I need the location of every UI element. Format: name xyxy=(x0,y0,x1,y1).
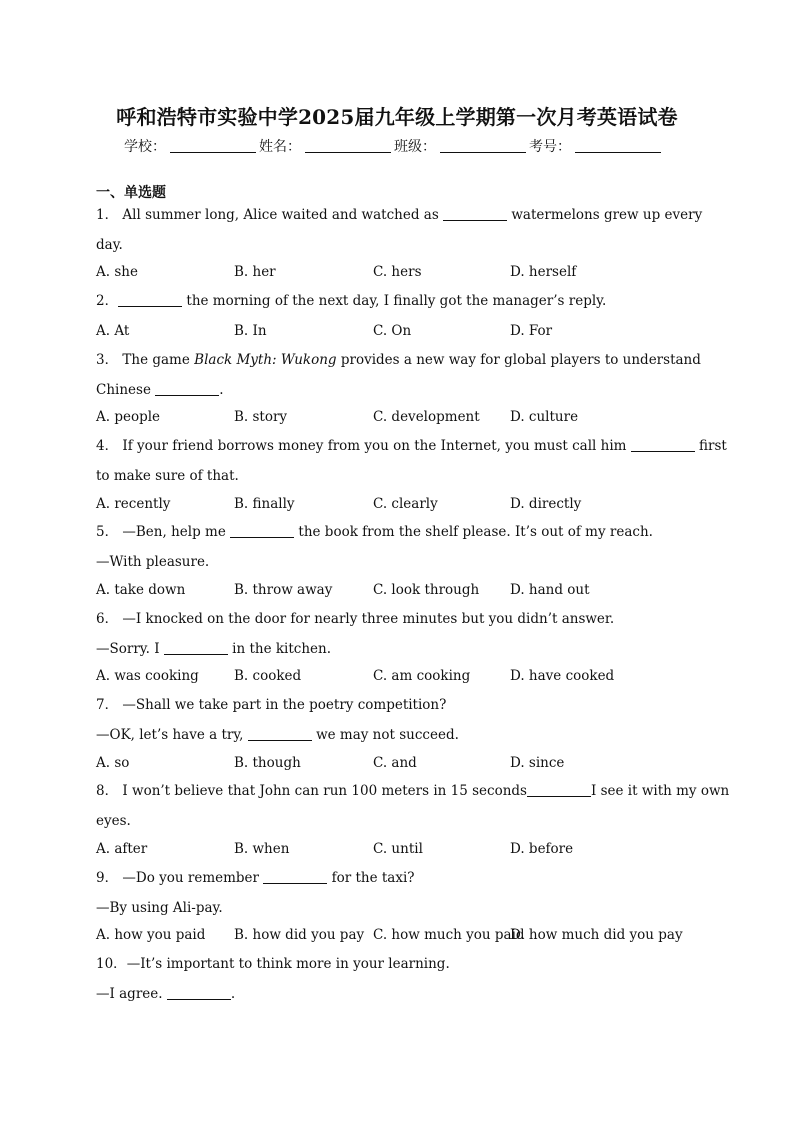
option-a[interactable]: A. At xyxy=(96,323,130,339)
question-6-options xyxy=(96,667,716,685)
question-text: the morning of the next day, I finally got the manager’s reply. xyxy=(186,293,607,309)
option-d[interactable]: D. directly xyxy=(510,496,582,512)
answer-blank xyxy=(230,524,294,538)
option-c[interactable]: C. how much you paid xyxy=(373,927,525,943)
exam-title: 呼和浩特市实验中学2025届九年级上学期第一次月考英语试卷 xyxy=(116,105,678,129)
exam-number-blank[interactable] xyxy=(575,138,661,153)
option-d[interactable]: D. culture xyxy=(510,409,579,425)
option-a[interactable]: A. after xyxy=(96,841,148,857)
question-2-options xyxy=(96,322,716,340)
option-b[interactable]: B. when xyxy=(234,841,290,857)
class-blank[interactable] xyxy=(440,138,526,153)
section-title: 一、单选题 xyxy=(96,185,166,201)
question-number: 9． xyxy=(96,870,119,886)
question-text: The game xyxy=(122,352,190,368)
option-a[interactable]: A. how you paid xyxy=(96,927,206,943)
answer-blank xyxy=(167,986,231,1000)
question-text: —I knocked on the door for nearly three minutes but you didn’t answer. xyxy=(122,611,615,627)
question-9-stem xyxy=(96,869,695,887)
question-9-stem-line2: —By using Ali-pay. xyxy=(96,900,223,916)
option-b[interactable]: B. her xyxy=(234,264,276,280)
option-b[interactable]: B. though xyxy=(234,755,301,771)
name-blank[interactable] xyxy=(305,138,391,153)
option-a[interactable]: A. take down xyxy=(96,582,186,598)
question-9-options xyxy=(96,926,716,944)
question-6-stem xyxy=(96,610,695,628)
answer-blank xyxy=(527,783,591,797)
option-b[interactable]: B. how did you pay xyxy=(234,927,365,943)
question-number: 5． xyxy=(96,524,119,540)
option-d[interactable]: D. since xyxy=(510,755,565,771)
answer-blank xyxy=(248,727,312,741)
answer-blank xyxy=(164,641,228,655)
question-text: for the taxi? xyxy=(331,870,415,886)
question-3-options xyxy=(96,408,716,426)
answer-blank xyxy=(443,207,507,221)
question-2-stem xyxy=(96,292,695,310)
question-8-stem xyxy=(96,782,730,800)
game-title-italic: Black Myth: Wukong xyxy=(194,352,337,368)
option-c[interactable]: C. hers xyxy=(373,264,422,280)
question-text: —OK, let’s have a try, xyxy=(96,727,244,743)
option-d[interactable]: D. hand out xyxy=(510,582,590,598)
option-c[interactable]: C. and xyxy=(373,755,417,771)
student-info-line xyxy=(124,136,664,156)
question-text: I won’t believe that John can run 100 meters in 15 seconds xyxy=(122,783,527,799)
question-text: watermelons grew up every xyxy=(511,207,703,223)
question-text: first xyxy=(699,438,727,454)
question-number: 1． xyxy=(96,207,119,223)
question-text: in the kitchen. xyxy=(232,641,331,657)
question-7-options xyxy=(96,754,716,772)
answer-blank xyxy=(155,382,219,396)
question-4-stem-line2: to make sure of that. xyxy=(96,468,239,484)
school-label: 学校： xyxy=(124,139,166,155)
question-text: If your friend borrows money from you on the Internet, you must call him xyxy=(122,438,627,454)
class-label: 班级： xyxy=(394,139,436,155)
question-text: I see it with my own xyxy=(590,783,730,799)
option-b[interactable]: B. In xyxy=(234,323,267,339)
option-a[interactable]: A. was cooking xyxy=(96,668,199,684)
question-5-options xyxy=(96,581,716,599)
option-a[interactable]: A. she xyxy=(96,264,138,280)
option-d[interactable]: D. before xyxy=(510,841,574,857)
question-text: All summer long, Alice waited and watched as xyxy=(122,207,439,223)
question-number: 2． xyxy=(96,293,119,309)
option-b[interactable]: B. cooked xyxy=(234,668,302,684)
question-4-options xyxy=(96,495,716,513)
question-text: —Do you remember xyxy=(122,870,259,886)
question-number: 7． xyxy=(96,697,119,713)
option-b[interactable]: B. story xyxy=(234,409,288,425)
question-text: —I agree. xyxy=(96,986,163,1002)
question-1-stem xyxy=(96,206,703,224)
question-text: —Shall we take part in the poetry competition? xyxy=(122,697,447,713)
option-a[interactable]: A. so xyxy=(96,755,130,771)
question-text: . xyxy=(230,986,236,1002)
question-5-stem xyxy=(96,523,695,541)
option-d[interactable]: D. herself xyxy=(510,264,577,280)
question-text: —It’s important to think more in your learning. xyxy=(126,956,450,972)
question-number: 10． xyxy=(96,956,127,972)
option-c[interactable]: C. look through xyxy=(373,582,480,598)
question-number: 3． xyxy=(96,352,119,368)
question-text: Chinese xyxy=(96,382,151,398)
question-number: 6． xyxy=(96,611,119,627)
option-b[interactable]: B. finally xyxy=(234,496,295,512)
option-c[interactable]: C. development xyxy=(373,409,480,425)
answer-blank xyxy=(118,293,182,307)
question-5-stem-line2: —With pleasure. xyxy=(96,554,210,570)
option-d[interactable]: D. have cooked xyxy=(510,668,615,684)
question-number: 8． xyxy=(96,783,119,799)
question-10-stem-line2 xyxy=(96,985,695,1003)
answer-blank xyxy=(263,870,327,884)
answer-blank xyxy=(631,438,695,452)
question-3-stem-line2 xyxy=(96,381,695,399)
question-3-stem xyxy=(96,351,701,369)
option-c[interactable]: C. until xyxy=(373,841,423,857)
question-text: the book from the shelf please. It’s out of my reach. xyxy=(298,524,653,540)
exam-number-label: 考号： xyxy=(529,139,571,155)
question-7-stem xyxy=(96,696,695,714)
question-1-options xyxy=(96,263,716,281)
option-c[interactable]: C. am cooking xyxy=(373,668,471,684)
question-7-stem-line2 xyxy=(96,726,695,744)
option-d[interactable]: D. For xyxy=(510,323,553,339)
question-8-options xyxy=(96,840,716,858)
question-number: 4． xyxy=(96,438,119,454)
option-a[interactable]: A. recently xyxy=(96,496,171,512)
question-4-stem xyxy=(96,437,727,455)
question-8-stem-line2: eyes. xyxy=(96,813,131,829)
option-d[interactable]: D. how much did you pay xyxy=(510,927,683,943)
name-label: 姓名： xyxy=(259,139,301,155)
question-text: provides a new way for global players to understand xyxy=(340,352,701,368)
question-1-stem-line2: day. xyxy=(96,237,123,253)
option-c[interactable]: C. On xyxy=(373,323,412,339)
question-text: . xyxy=(219,382,224,398)
question-text: we may not succeed. xyxy=(316,727,459,743)
question-6-stem-line2 xyxy=(96,640,695,658)
school-blank[interactable] xyxy=(170,138,256,153)
question-10-stem xyxy=(96,955,695,973)
question-text: —Sorry. I xyxy=(96,641,160,657)
option-a[interactable]: A. people xyxy=(96,409,161,425)
option-c[interactable]: C. clearly xyxy=(373,496,438,512)
option-b[interactable]: B. throw away xyxy=(234,582,333,598)
question-text: —Ben, help me xyxy=(122,524,226,540)
